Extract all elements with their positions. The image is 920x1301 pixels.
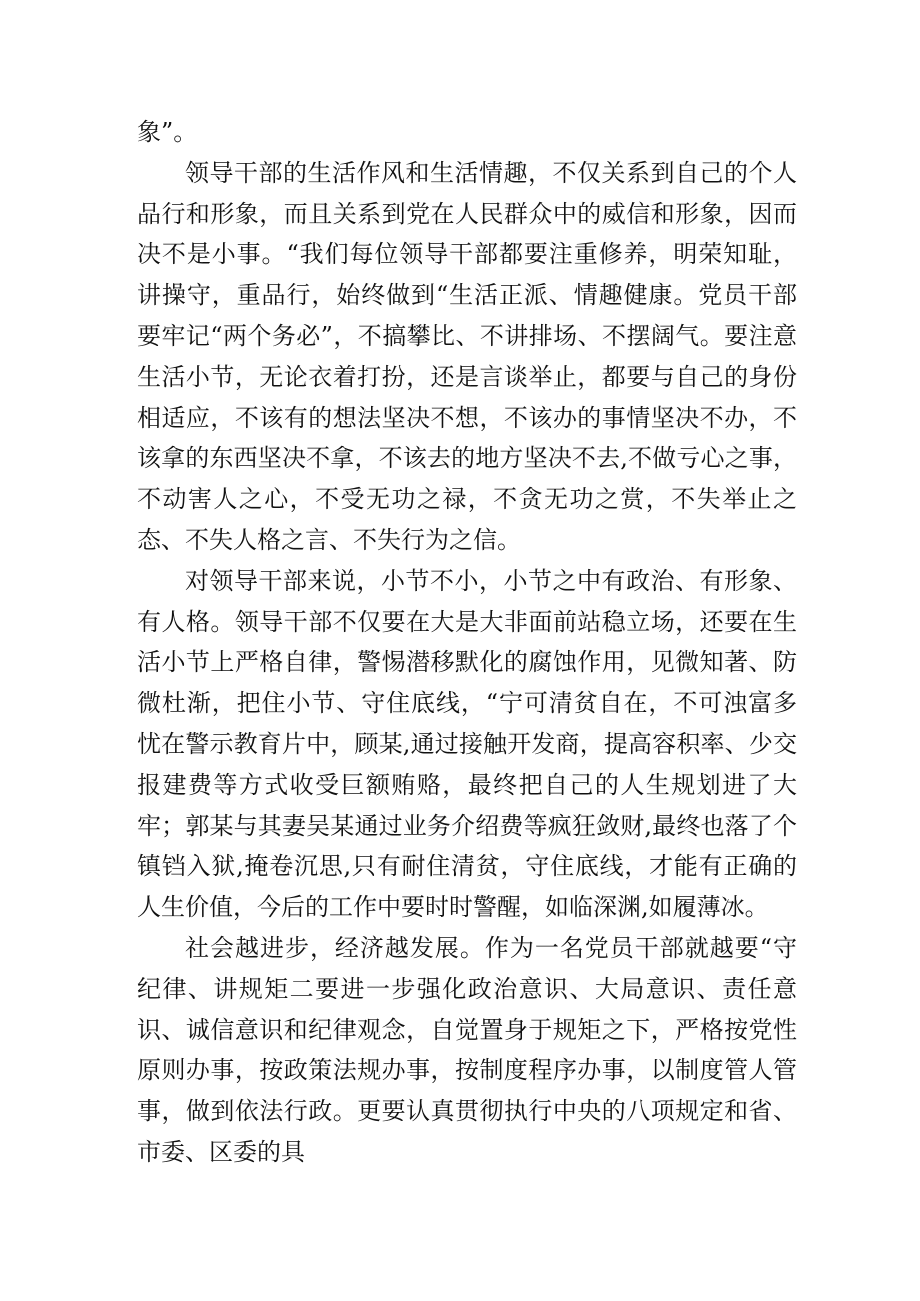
paragraph-small-details: 对领导干部来说，小节不小，小节之中有政治、有形象、有人格。领导干部不仅要在大是大非面前站稳立场，还要在生活小节上严格自律，警惕潜移默化的腐蚀作用，见微知著、防微杜渐，把住小节、守住底线，“宁可清贫自在，不可浊富多忧在警示教育片中，顾某,通过接触开发商，提高容积率、少交报建费等方式收受巨额贿赂，最终把自己的人生规划进了大牢；郭某与其妻吴某通过业务介绍费等疯狂敛财,最终也落了个镇铛入狱,掩卷沉思,只有耐住清贫，守住底线，才能有正确的人生价值，今后的工作中要时时警醒，如临深渊,如履薄冰。 [137,566,797,922]
paragraph-continuation: 象”。 [137,118,198,146]
paragraph-discipline: 社会越进步，经济越发展。作为一名党员干部就越要“守纪律、讲规矩二要进一步强化政治意识、大局意识、责任意识、诚信意识和纪律观念，自觉置身于规矩之下，严格按党性原则办事，按政策法规办事，按制度程序办事，以制度管人管事，做到依法行政。更要认真贯彻执行中央的八项规定和省、市委、区委的具 [137,933,797,1166]
body-text [137,112,797,1173]
paragraph-lifestyle: 领导干部的生活作风和生活情趣，不仅关系到自己的个人品行和形象，而且关系到党在人民群众中的威信和形象，因而决不是小事。“我们每位领导干部都要注重修养，明荣知耻，讲操守，重品行，始终做到“生活正派、情趣健康。党员干部要牢记“两个务必”，不搞攀比、不讲排场、不摆阔气。要注意生活小节，无论衣着打扮，还是言谈举止，都要与自己的身份相适应，不该有的想法坚决不想，不该办的事情坚决不办，不该拿的东西坚决不拿，不该去的地方坚决不去,不做亏心之事，不动害人之心，不受无功之禄，不贪无功之赏，不失举止之态、不失人格之言、不失行为之信。 [137,158,797,554]
